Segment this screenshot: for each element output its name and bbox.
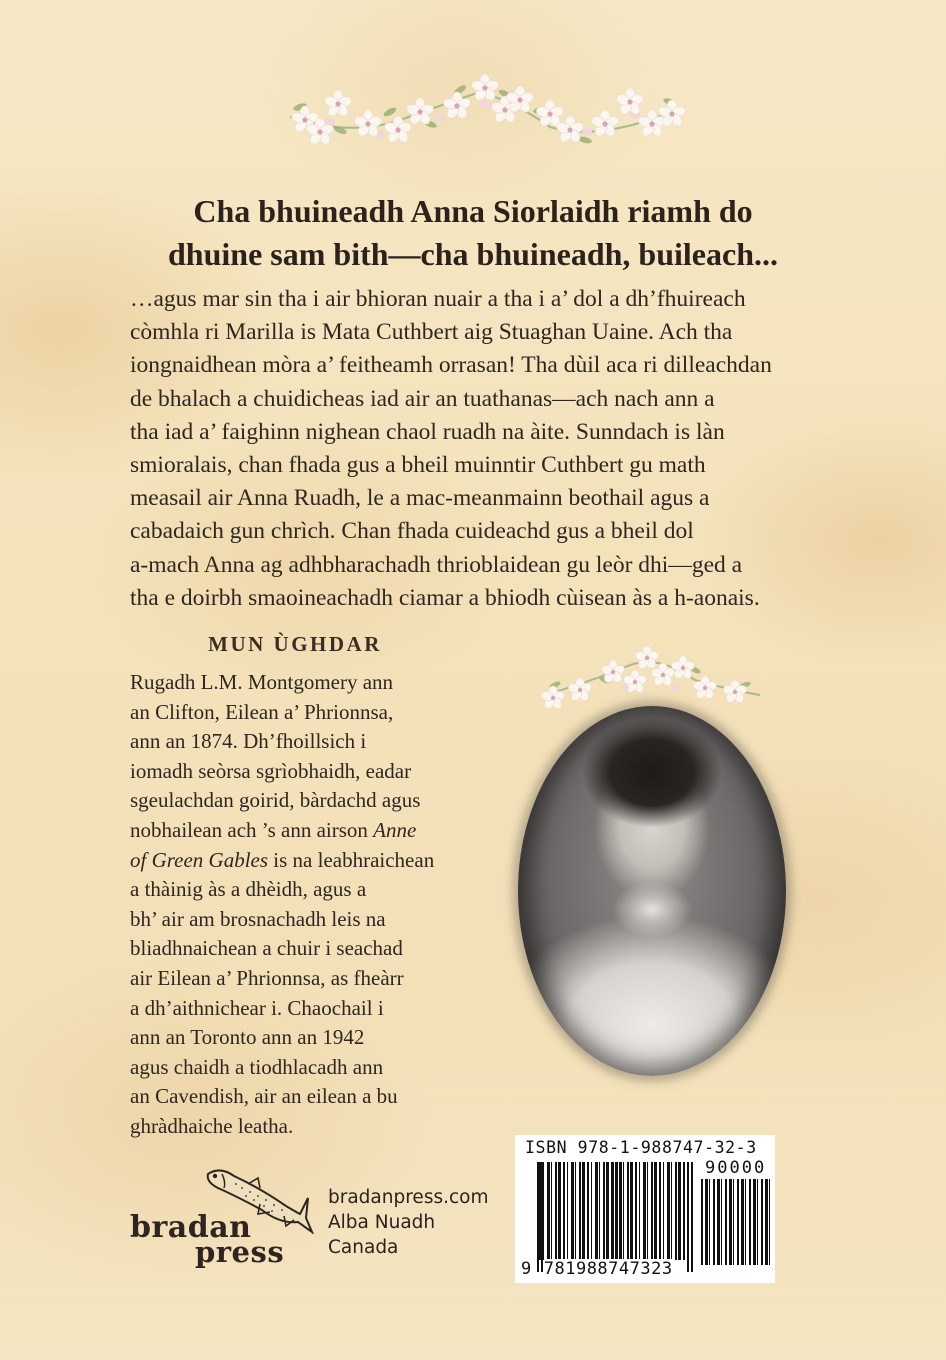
- about-author-heading: MUN ÙGHDAR: [208, 632, 382, 656]
- publisher-website: bradanpress.com: [328, 1187, 489, 1208]
- blurb-line: cabadaich gun chrìch. Chan fhada cuideachd gus a bheil dol: [130, 518, 694, 545]
- about-line: ann an Toronto ann an 1942: [130, 1025, 365, 1050]
- about-line: an Cavendish, air an eilean a bu: [130, 1084, 398, 1109]
- publisher-logo: [130, 1162, 320, 1267]
- blurb-line: de bhalach a chuidicheas iad air an tuathanas—ach nach ann a: [130, 385, 715, 412]
- book-title-italic: of Green Gables: [130, 847, 269, 872]
- blurb-line: a-mach Anna ag adhbharachadh thrioblaidean gu leòr dhi—ged a: [130, 551, 743, 578]
- barcode-guard-bar: [691, 1162, 693, 1272]
- about-line: iomadh seòrsa sgrìobhaidh, eadar: [130, 758, 412, 783]
- about-line: [130, 816, 470, 846]
- ean-first-digit: 9: [521, 1259, 532, 1279]
- book-title-italic: Anne: [373, 817, 417, 842]
- publisher-info: [328, 1185, 488, 1260]
- barcode-bars-icon: [539, 1162, 689, 1260]
- barcode-guard-bar: [687, 1162, 689, 1272]
- isbn-label: ISBN 978-1-988747-32-3: [525, 1138, 757, 1157]
- about-line: a thàinig às a dhèidh, agus a: [130, 877, 367, 902]
- blurb-line: tha iad a’ faighinn nighean chaol ruadh na àite. Sunndach is làn: [130, 418, 725, 445]
- about-author-text: [130, 668, 470, 1142]
- about-line: bliadhnaichean a chuir i seachad: [130, 936, 403, 961]
- publisher-location: Alba Nuadh: [328, 1212, 436, 1233]
- price-code: 90000: [705, 1158, 767, 1178]
- about-line: Rugadh L.M. Montgomery ann: [130, 670, 394, 694]
- barcode-guard-bar: [537, 1162, 539, 1272]
- about-line: sgeulachdan goirid, bàrdachd agus: [130, 788, 421, 813]
- about-line: an Clifton, Eilean a’ Phrionnsa,: [130, 699, 394, 724]
- blurb-line: smioralais, chan fhada gus a bheil muinntir Cuthbert gu math: [130, 452, 706, 479]
- publisher-country: Canada: [328, 1237, 399, 1258]
- about-line: agus chaidh a tiodhlacadh ann: [130, 1054, 384, 1079]
- barcode-guard-bar: [616, 1162, 618, 1272]
- headline-line: dhuine sam bith—cha bhuineadh, buileach...: [168, 236, 778, 272]
- blurb-line: measail air Anna Ruadh, le a mac-meanmainn beothail agus a: [130, 485, 710, 512]
- isbn-barcode: [515, 1135, 775, 1283]
- about-line: [130, 846, 470, 876]
- headline: [0, 190, 946, 276]
- about-line: bh’ air am brosnachadh leis na: [130, 906, 386, 931]
- blossom-garland-icon: [535, 640, 770, 710]
- logo-text-bradan: bradan: [130, 1210, 252, 1245]
- floral-garland-portrait: [535, 640, 770, 710]
- about-line-text: is na leabhraichean: [268, 847, 435, 872]
- about-line-text: nobhailean ach ’s ann airson: [130, 817, 374, 842]
- barcode-guard-bar: [541, 1162, 543, 1272]
- barcode-addon-bars-icon: [701, 1179, 773, 1265]
- ean-digit-group: 781988747323: [543, 1259, 673, 1279]
- about-line: air Eilean a’ Phrionnsa, as fheàrr: [130, 965, 404, 990]
- about-line: ghràdhaiche leatha.: [130, 1113, 294, 1138]
- headline-line: Cha bhuineadh Anna Siorlaidh riamh do: [193, 193, 753, 229]
- barcode-guard-bar: [612, 1162, 614, 1272]
- author-portrait: [518, 706, 786, 1076]
- logo-text-press: press: [195, 1235, 285, 1269]
- about-line: a dh’aithnichear i. Chaochail i: [130, 995, 384, 1020]
- blurb-line: còmhla ri Marilla is Mata Cuthbert aig Stuaghan Uaine. Ach tha: [130, 319, 733, 346]
- floral-garland-top: [280, 72, 690, 162]
- about-line: ann an 1874. Dh’fhoillsich i: [130, 729, 367, 754]
- ean-digits: [521, 1259, 673, 1279]
- book-blurb: [130, 283, 830, 615]
- blurb-line: tha e doirbh smaoineachadh ciamar a bhiodh cùisean às a h-aonais.: [130, 584, 760, 611]
- blossom-garland-icon: [280, 72, 690, 162]
- blurb-line: iongnaidhean mòra a’ feitheamh orrasan! Tha dùil aca ri dilleachdan: [130, 352, 772, 379]
- blurb-line: …agus mar sin tha i air bhioran nuair a tha i a’ dol a dh’fhuireach: [130, 286, 746, 312]
